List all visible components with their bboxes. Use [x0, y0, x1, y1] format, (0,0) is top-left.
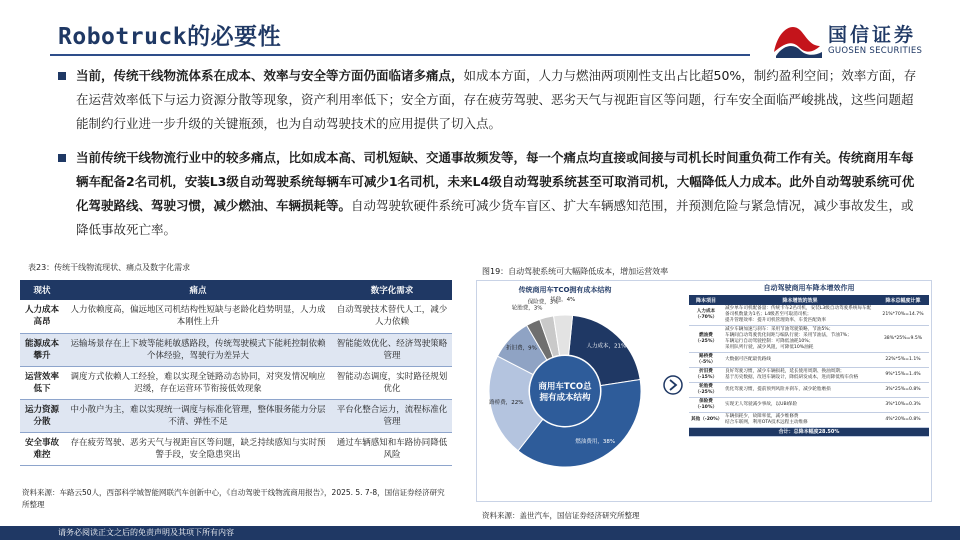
guosen-logo-mark	[770, 16, 824, 60]
table-header-row	[20, 280, 452, 300]
row-status: 运力资源分散	[20, 399, 64, 432]
cost-effect-line: 车辆运行自动驾驶控制：可降低油耗10%；	[725, 339, 814, 344]
cost-item: 其他（-20%）	[689, 413, 723, 428]
cost-total-row	[689, 428, 929, 437]
cost-row	[689, 353, 929, 368]
table-row	[20, 366, 452, 399]
row-pain: 运输场景存在上下坡等能耗敏感路段，传统驾驶模式下能耗控制依赖个体经验，驾驶行为差异大	[64, 333, 332, 366]
cost-total: 合计：总降本幅度28.50%	[689, 428, 929, 437]
cost-calc: 22%*5%=1.1%	[877, 353, 929, 368]
pie-label-fuel: 燃油费用，38%	[575, 438, 616, 445]
table-row	[20, 399, 452, 432]
cost-item: 路桥费（-5%）	[689, 353, 723, 368]
bullet-list	[58, 64, 918, 252]
table-header-need: 数字化需求	[332, 280, 452, 300]
pie-center-label: 拥有成本结构	[539, 393, 591, 403]
bullet-1-text: 如成本方面，人力与燃油两项刚性支出占比超50%，制约盈利空间；效率方面，存在运营效率低下与运力资源分散等现象，资产利用率低下；安全方面，存在疲劳驾驶、恶劣天气与视距盲区等问题，行车安全面临严峻挑战，这些问题超能制约行业进一步升级的关键瓶颈，也为自动驾驶技术的应用提供了切入点。	[76, 68, 917, 131]
guosen-logo	[770, 16, 940, 62]
row-need: 平台化整合运力，流程标准化管理	[332, 399, 452, 432]
cost-effect-line: 车辆损耗少，故障率低，减少维修费	[725, 414, 799, 419]
page-title: Robotruck的必要性	[58, 24, 282, 50]
cost-calc: 4%*20%=0.8%	[877, 413, 929, 428]
pie-title: 传统商用车TCO拥有成本结构	[518, 286, 612, 294]
row-pain: 存在疲劳驾驶、恶劣天气与视距盲区等问题，缺乏持续感知与实时预警手段，安全隐患突出	[64, 432, 332, 465]
cost-row	[689, 326, 929, 353]
cost-row	[689, 383, 929, 398]
pie-label-other: 其他，4%	[550, 297, 576, 304]
figure-caption: 图19：自动驾驶系统可大幅降低成本，增加运营效率	[482, 267, 669, 276]
logistics-pain-table	[20, 280, 452, 466]
table-source: 资料来源：车路云50人，西部科学城智能网联汽车创新中心，《自动驾驶干线物流商用报告》，2025. 5. 7-8，国信证券经济研究所整理	[22, 488, 445, 509]
cost-effect-line: 车辆间自动驾驶优化间距与编队行驶：采用节油法，节油7%；	[725, 333, 852, 338]
table-caption: 表23：传统干线物流现状、痛点及数字化需求	[28, 263, 191, 272]
cost-effect	[723, 326, 877, 353]
cost-row	[689, 413, 929, 428]
logo-text-en: GUOSEN SECURITIES	[828, 46, 923, 56]
table-row	[20, 432, 452, 465]
cost-row	[689, 305, 929, 326]
table-header-pain: 痛点	[64, 280, 332, 300]
cost-effect	[723, 413, 877, 428]
row-status: 人力成本高昂	[20, 300, 64, 333]
arrow-right-icon	[663, 373, 683, 397]
cost-header-item: 降本项目	[689, 295, 723, 305]
pie-label-insurance: 保险费，3%	[527, 299, 559, 306]
cost-item: 轮胎费（-25%）	[689, 383, 723, 398]
cost-effect-line: 实现无人驾驶减少事故，以UBI保险	[725, 402, 798, 407]
row-status: 能源成本攀升	[20, 333, 64, 366]
cost-effect	[723, 398, 877, 413]
cost-effect	[723, 353, 877, 368]
footer-bar	[0, 526, 960, 540]
bullet-1-bold: 当前，传统干线物流体系在成本、效率与安全等方面仍面临诸多痛点，	[76, 68, 464, 83]
row-pain: 人力依赖度高，偏远地区司机结构性短缺与老龄化趋势明显，人力成本刚性上升	[64, 300, 332, 333]
cost-calc: 3%*25%=0.8%	[877, 383, 929, 398]
pie-label-tire: 轮胎费，3%	[511, 305, 543, 312]
title-divider	[50, 54, 750, 56]
logo-text-cn: 国信证券	[828, 24, 917, 46]
cost-header-effect: 降本增效的效果	[723, 295, 877, 305]
cost-item: 人力成本（-70%）	[689, 305, 723, 326]
pie-label-toll: 路桥费，22%	[489, 399, 524, 406]
tco-pie-chart	[477, 295, 657, 501]
cost-header-calc: 降本总幅度计算	[877, 295, 929, 305]
row-pain: 调度方式依赖人工经验，难以实现全链路动态协同，对突发情况响应迟缓，存在运营环节衔接低效现象	[64, 366, 332, 399]
row-pain: 中小散户为主，难以实现统一调度与标准化管理，整体服务能力分层不清、弹性不足	[64, 399, 332, 432]
table-header-status: 现状	[20, 280, 64, 300]
cost-item: 保险费（-10%）	[689, 398, 723, 413]
bullet-item-1	[58, 64, 918, 136]
cost-calc: 3%*10%=0.3%	[877, 398, 929, 413]
cost-row	[689, 398, 929, 413]
table-row	[20, 300, 452, 333]
cost-effect-line: 采用队列行驶，减少风阻，可降低10%油耗	[725, 345, 814, 350]
cost-effect-line: 提升管理效率：提升司机管理效率、车货匹配效率	[725, 318, 827, 323]
row-status: 运营效率低下	[20, 366, 64, 399]
cost-reduction-title: 自动驾驶商用车降本增效作用	[763, 284, 855, 292]
cost-calc: 38%*25%=9.5%	[877, 326, 929, 353]
cost-effect-line: 基于历史数据，改进车辆设计，降低研发成本，进而降低购车价格	[725, 375, 859, 380]
cost-item: 燃油费（-25%）	[689, 326, 723, 353]
cost-calc: 9%*15%=1.4%	[877, 368, 929, 383]
cost-effect-line: 大数据可匹配最优路线	[725, 357, 771, 362]
row-need: 通过车辆感知和车路协同降低风险	[332, 432, 452, 465]
cost-effect-line: 减少车辆加速与刹车：采用节油驾驶策略，节油5%；	[725, 327, 834, 332]
table-row	[20, 333, 452, 366]
bullet-item-2	[58, 146, 918, 242]
cost-effect-line: 结合车联网，利用OTA技术远程主动维修	[725, 420, 808, 425]
cost-reduction-table	[689, 283, 929, 437]
bullet-2-bold: 当前传统干线物流行业中的较多痛点，比如成本高、司机短缺、交通事故频发等，每一个痛点均直接或间接与司机长时间重负荷工作有关。传统商用车每辆车配备2名司机，安装L3级自动驾驶系统每辆车可减少1名司机，未来L4级自动驾驶系统甚至可取消司机，大幅降低人力成本。此外自动驾驶系统可优化驾驶路线、驾驶习惯，减少燃油、车辆损耗等。	[76, 150, 915, 213]
cost-effect-line: 减少单车司机配备量：传统卡车2名司机，安装L3级自动驾驶系统每车配备司机数量为1名；L4级甚至可取消司机；	[725, 306, 872, 317]
row-need: 自动驾驶技术替代人工，减少人力依赖	[332, 300, 452, 333]
cost-effect-line: 良好驾驶习惯，减少车辆损耗，延长使用周期、换油周期；	[725, 369, 845, 374]
cost-header-row	[689, 295, 929, 305]
cost-effect-line: 优化驾驶习惯，提前预判风险并刹车，减少轮胎磨损	[725, 387, 831, 392]
figure-source: 资料来源：盖世汽车，国信证券经济研究所整理	[482, 511, 640, 520]
figure-panel	[476, 280, 932, 502]
footer-disclaimer: 请务必阅读正文之后的免责声明及其项下所有内容	[58, 528, 234, 537]
cost-calc: 21%*70%=14.7%	[877, 305, 929, 326]
cost-effect	[723, 368, 877, 383]
pie-center-label: 商用车TCO总	[538, 382, 592, 392]
cost-effect	[723, 305, 877, 326]
row-need: 智能能效优化、经济驾驶策略管理	[332, 333, 452, 366]
bullet-2-text: 自动驾驶软硬件系统可减少货车盲区、扩大车辆感知范围，并预测危险与紧急情况，减少事故发生，或降低事故死亡率。	[76, 198, 914, 237]
cost-effect	[723, 383, 877, 398]
pie-label-depreciation: 折旧费，9%	[506, 345, 537, 352]
pie-label-labor: 人力成本，21%	[586, 343, 627, 350]
row-status: 安全事故难控	[20, 432, 64, 465]
cost-row	[689, 368, 929, 383]
row-need: 智能动态调度，实时路径规划优化	[332, 366, 452, 399]
cost-item: 折旧费（-15%）	[689, 368, 723, 383]
